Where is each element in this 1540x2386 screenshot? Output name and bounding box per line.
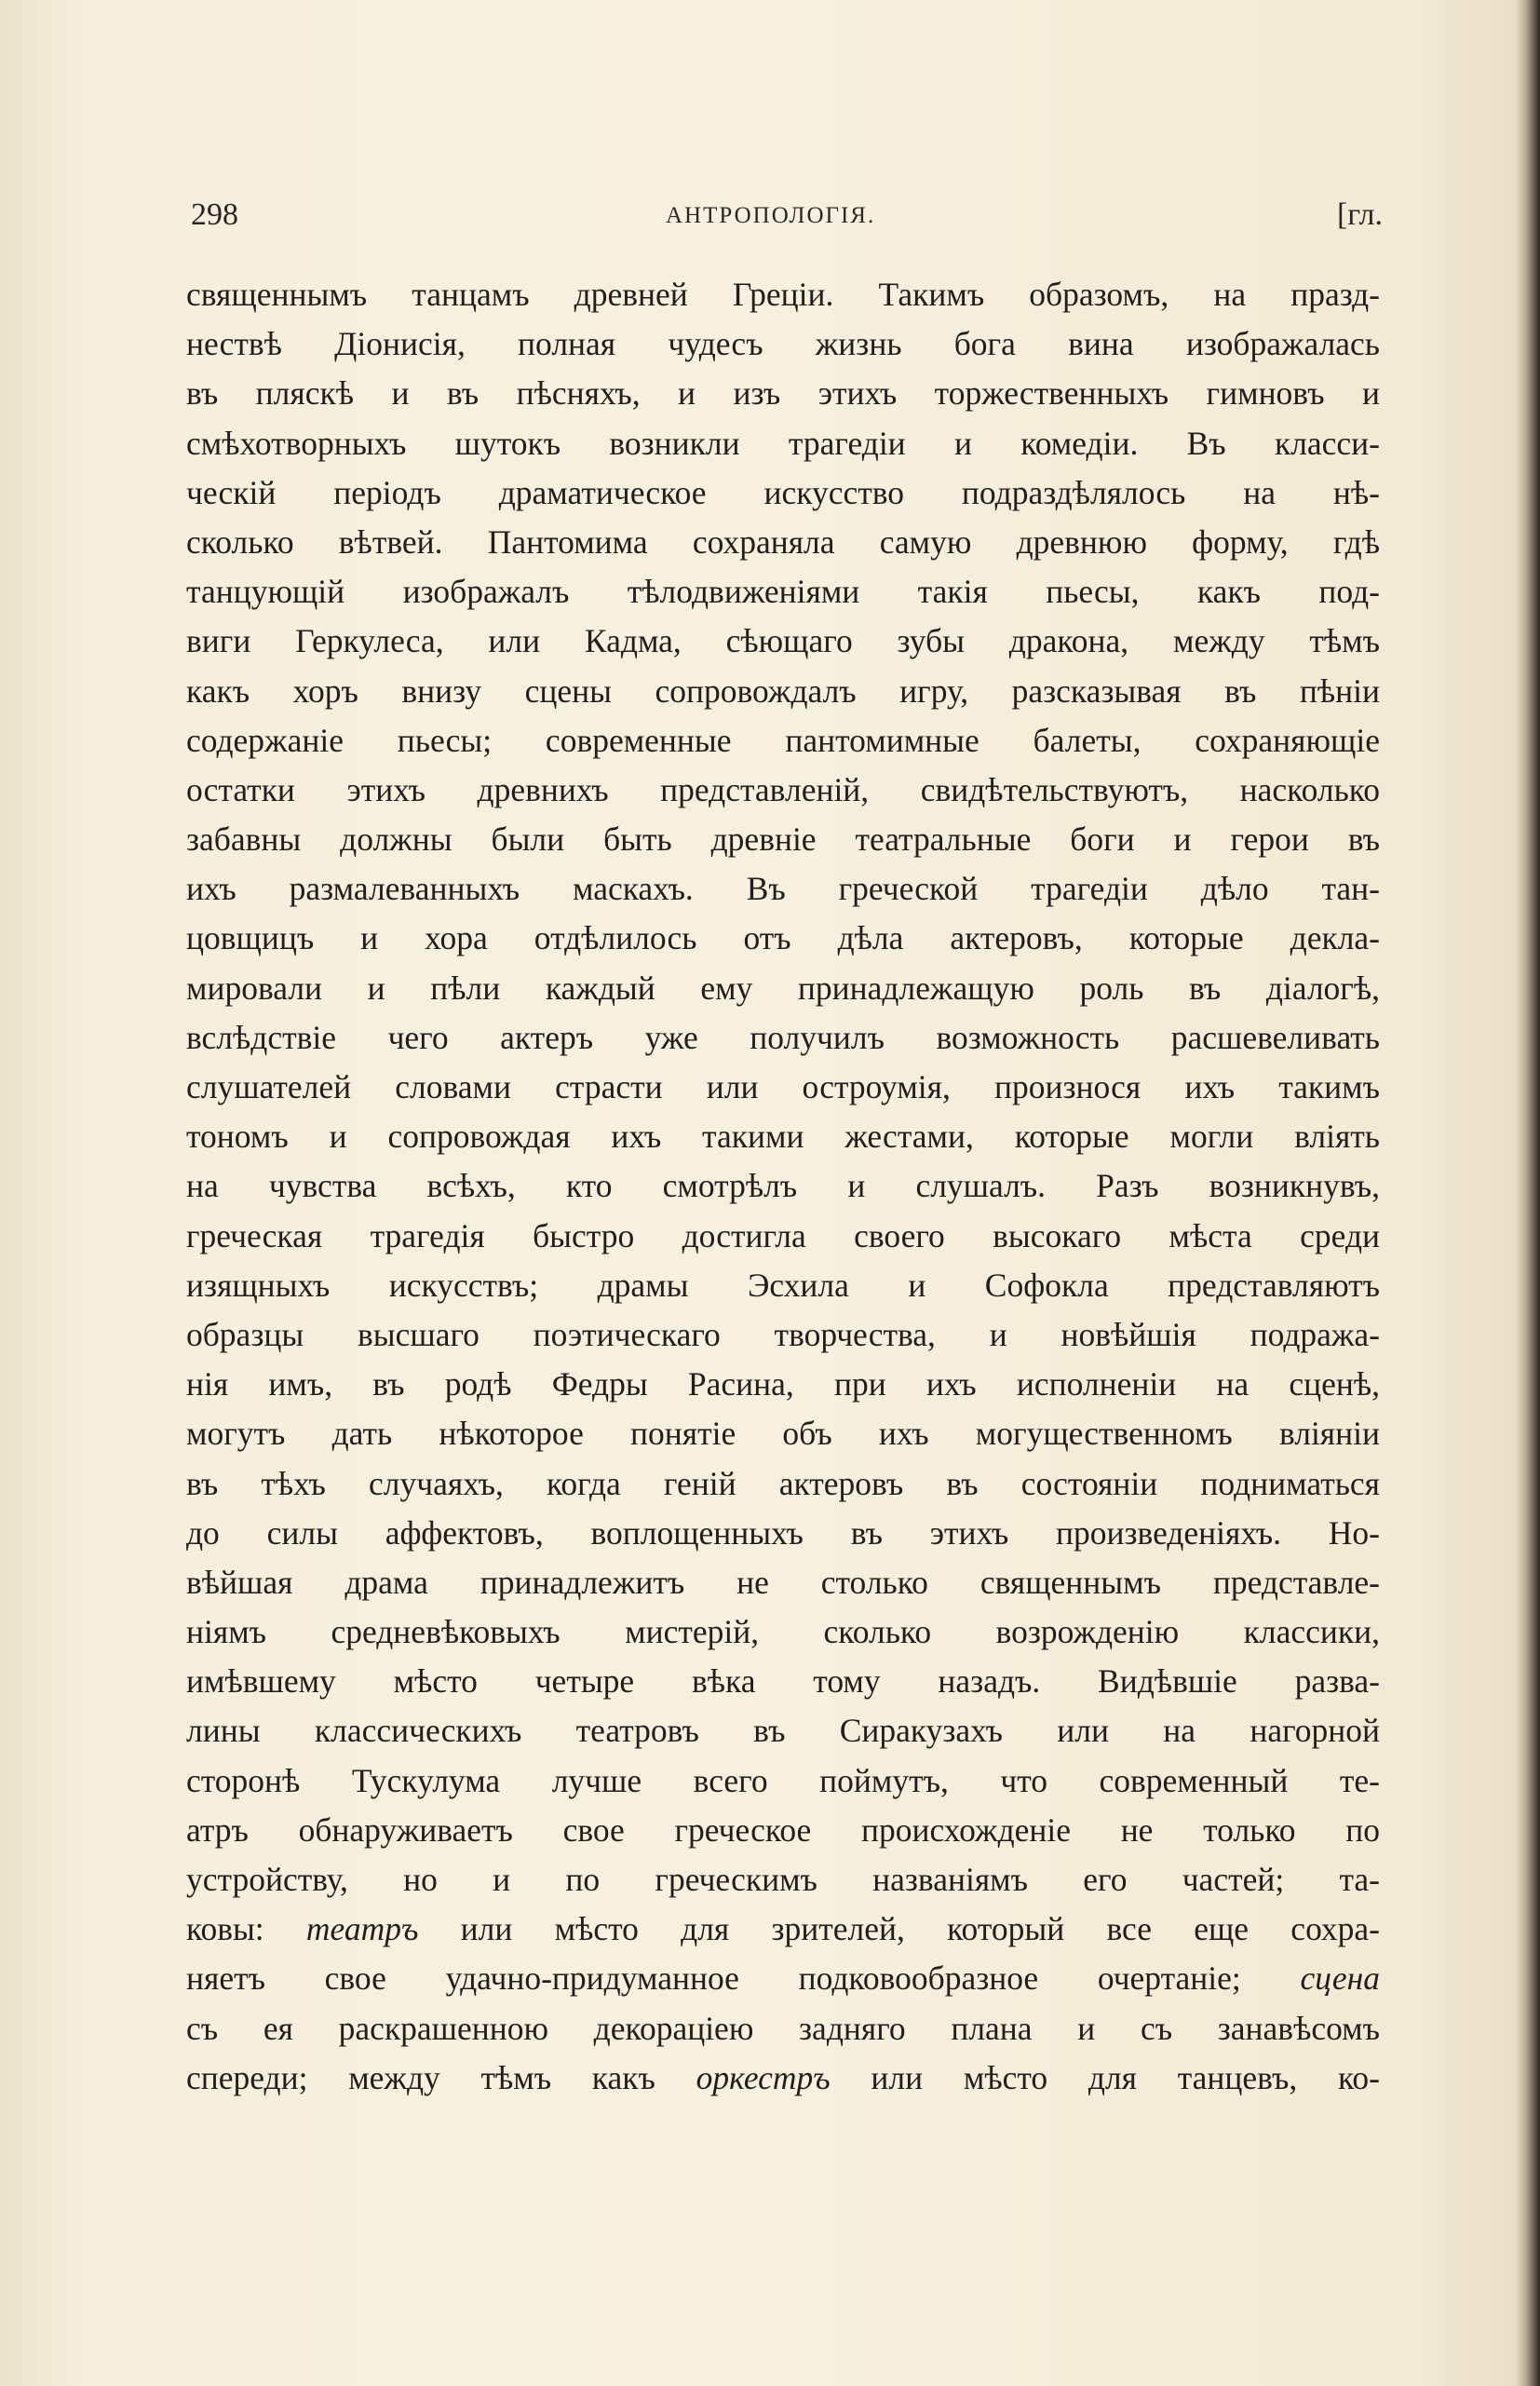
text-span: няетъ свое удачно-придуманное подковообразное очертаніе;	[186, 1959, 1301, 1998]
text-span: или мѣсто для зрителей, который все еще сохра-	[418, 1910, 1381, 1948]
text-line: до силы аффектовъ, воплощенныхъ въ этихъ произведеніяхъ. Но-	[186, 1513, 1380, 1552]
text-line: забавны должны были быть древніе театральные боги и герои въ	[186, 820, 1380, 859]
text-line: изящныхъ искусствъ; драмы Эсхила и Софокла представляютъ	[186, 1266, 1380, 1304]
text-line: съ ея раскрашенною декораціею задняго плана и съ занавѣсомъ	[186, 2009, 1380, 2047]
page-edge-shadow	[1516, 0, 1540, 2386]
text-line: атръ обнаруживаетъ свое греческое происхожденіе не только по	[186, 1810, 1380, 1849]
text-line: сколько вѣтвей. Пантомима сохраняла самую древнюю форму, гдѣ	[186, 522, 1380, 561]
text-line: виги Геркулеса, или Кадма, сѣющаго зубы дракона, между тѣмъ	[186, 622, 1380, 660]
text-line: тономъ и сопровождая ихъ такими жестами, которые могли вліять	[186, 1118, 1380, 1156]
chapter-reference: [гл.	[1336, 197, 1383, 232]
text-line: вслѣдствіе чего актеръ уже получилъ возможность расшевеливать	[186, 1018, 1380, 1056]
text-line: греческая трагедія быстро достигла своего высокаго мѣста среди	[186, 1216, 1380, 1254]
text-line: вѣйшая драма принадлежитъ не столько священнымъ представле-	[186, 1563, 1380, 1601]
text-line: ческій періодъ драматическое искусство подраздѣлялось на нѣ-	[186, 473, 1380, 511]
text-line: священнымъ танцамъ древней Греціи. Такимъ образомъ, на празд-	[186, 276, 1380, 313]
running-head: АНТРОПОЛОГІЯ.	[666, 203, 876, 228]
italic-term: оркестръ	[696, 2058, 831, 2096]
text-line: цовщицъ и хора отдѣлилось отъ дѣла актеровъ, которые декла-	[186, 919, 1380, 957]
italic-term: сцена	[1300, 1959, 1380, 1998]
text-line: какъ хоръ внизу сцены сопровождалъ игру, разсказывая въ пѣніи	[186, 671, 1380, 710]
text-span: или мѣсто для танцевъ, ко-	[830, 2058, 1380, 2096]
text-line: образцы высшаго поэтическаго творчества, и новѣйшія подража-	[186, 1315, 1380, 1353]
text-line: на чувства всѣхъ, кто смотрѣлъ и слушалъ. Разъ возникнувъ,	[186, 1167, 1380, 1205]
text-line	[186, 1954, 1380, 2003]
text-line	[186, 1905, 1380, 1954]
text-line: въ тѣхъ случаяхъ, когда геній актеровъ въ состояніи подниматься	[186, 1464, 1380, 1502]
page-number: 298	[191, 197, 238, 232]
text-line: остатки этихъ древнихъ представленій, свидѣтельствуютъ, насколько	[186, 770, 1380, 808]
text-line: въ пляскѣ и въ пѣсняхъ, и изъ этихъ торжественныхъ гимновъ и	[186, 374, 1380, 413]
text-line: смѣхотворныхъ шутокъ возникли трагедіи и комедіи. Въ класси-	[186, 424, 1380, 462]
text-line: могутъ дать нѣкоторое понятіе объ ихъ могущественномъ вліяніи	[186, 1415, 1380, 1453]
text-line	[186, 2054, 1380, 2103]
text-span: ковы:	[186, 1910, 306, 1948]
text-line: нествѣ Діонисія, полная чудесъ жизнь бога вина изображалась	[186, 325, 1380, 363]
text-line: танцующій изображалъ тѣлодвиженіями такія пьесы, какъ под-	[186, 573, 1380, 611]
text-line: содержаніе пьесы; современные пантомимные балеты, сохраняющіе	[186, 721, 1380, 759]
text-line: ихъ размалеванныхъ маскахъ. Въ греческой трагедіи дѣло тан-	[186, 870, 1380, 908]
text-line: ніямъ средневѣковыхъ мистерій, сколько возрожденію классики,	[186, 1613, 1380, 1651]
text-line: лины классическихъ театровъ въ Сиракузахъ или на нагорной	[186, 1712, 1380, 1750]
italic-term: театръ	[305, 1910, 419, 1948]
text-span: спереди; между тѣмъ какъ	[186, 2058, 696, 2096]
text-line: имѣвшему мѣсто четыре вѣка тому назадъ. Видѣвшіе разва-	[186, 1662, 1380, 1701]
text-line: устройству, но и по греческимъ названіямъ его частей; та-	[186, 1861, 1380, 1898]
text-line: мировали и пѣли каждый ему принадлежащую роль въ діалогѣ,	[186, 969, 1380, 1007]
body-text	[186, 270, 1380, 2103]
text-line: сторонѣ Тускулума лучше всего поймутъ, что современный те-	[186, 1761, 1380, 1799]
page-header	[191, 197, 1383, 244]
text-line: слушателей словами страсти или остроумія, произнося ихъ такимъ	[186, 1068, 1380, 1105]
text-line: нія имъ, въ родѣ Федры Расина, при ихъ исполненіи на сценѣ,	[186, 1365, 1380, 1403]
